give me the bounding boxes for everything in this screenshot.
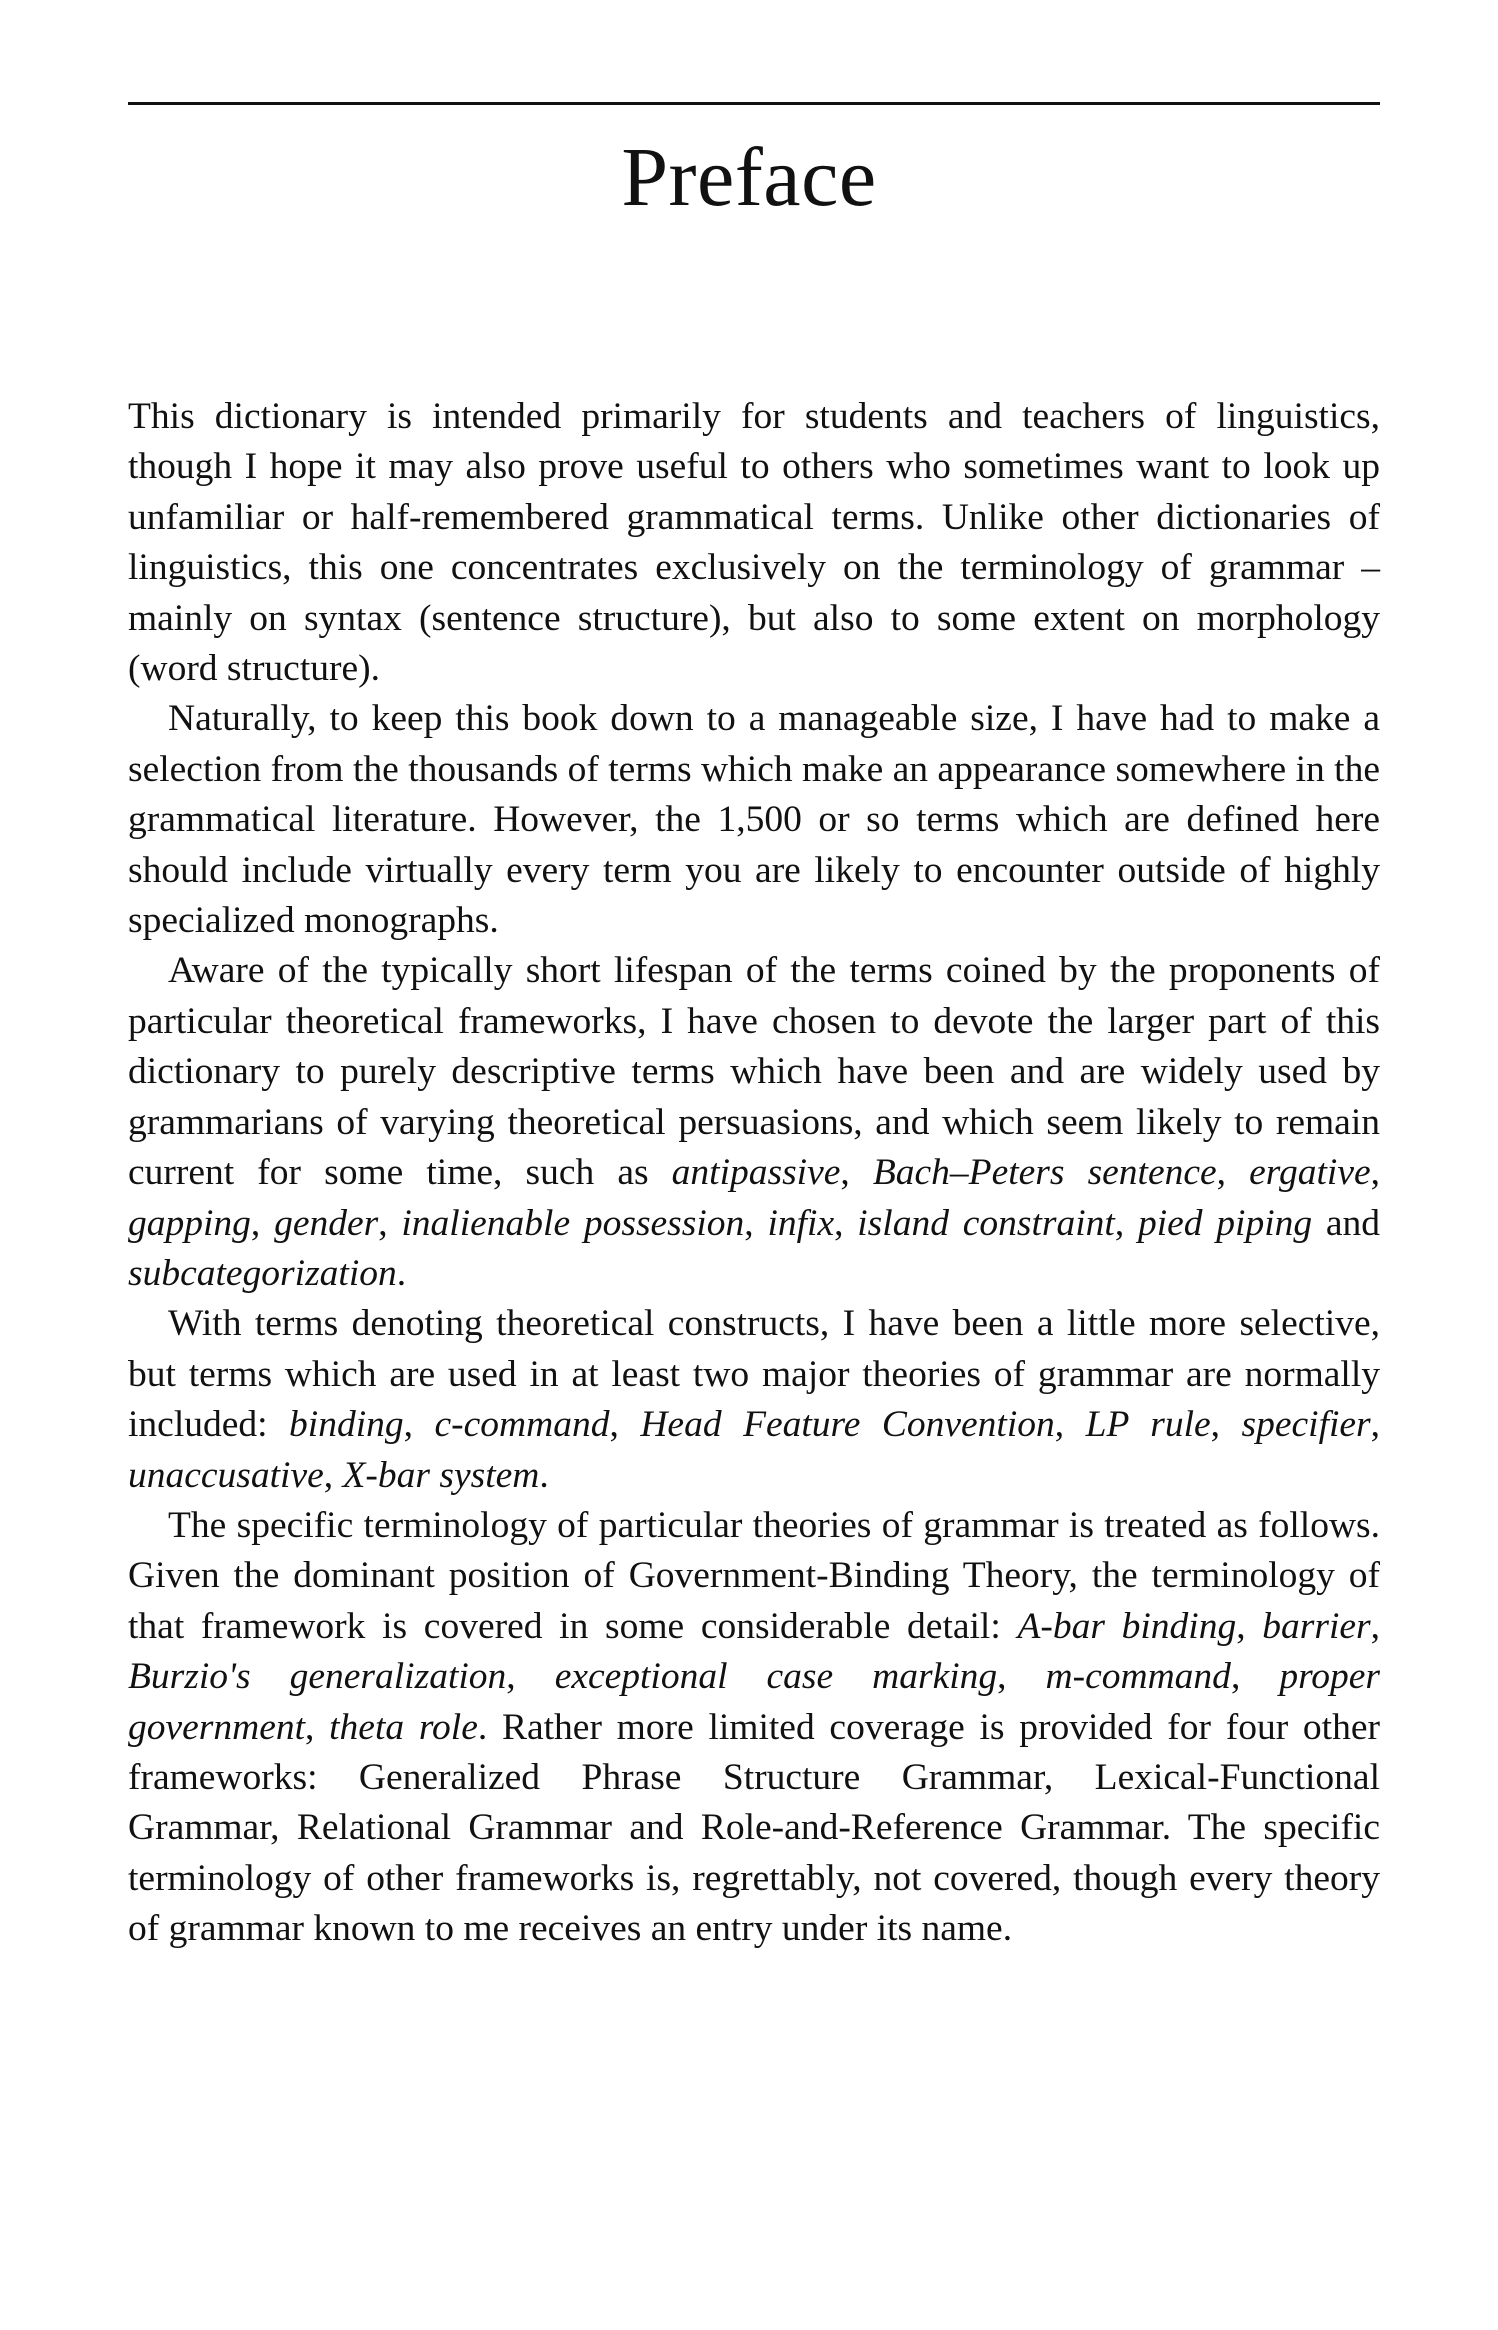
text-run: This dictionary is intended primarily for students and teachers of linguistics, though I hope it may also prove useful to others who sometimes want to look up unfamiliar or half-remembered grammatical terms. Unlike other dictionaries of linguistics, this one concentrates exclusively on the terminology of grammar – mainly on syntax (sentence structure), but also to some extent on morphology (word structure). [128,396,1380,690]
text-run: , [1210,1404,1242,1446]
text-run: , [1216,1152,1250,1194]
italic-term: Bach–Peters sentence [872,1152,1217,1194]
text-run: , [840,1152,873,1194]
paragraph [128,1299,1380,1501]
italic-term: binding [289,1404,404,1446]
italic-term: specifier [1241,1404,1371,1446]
italic-term: gapping [128,1202,251,1244]
text-run: Naturally, to keep this book down to a manageable size, I have had to make a selection from the thousands of terms which make an appearance somewhere in the grammatical literature. However, the 1,500 or so terms which are defined here should include virtually every term you are likely to encounter outside of highly specialized monographs. [128,698,1380,942]
page-title: Preface [621,131,877,224]
text-run: With terms denoting theoretical constructs, I have been a little more selective, but terms which are used in at least two major theories of grammar are normally included: [128,1303,1380,1446]
italic-term: subcategorization [128,1252,397,1294]
paragraph [128,1501,1380,1955]
italic-term: m-command [1045,1656,1231,1698]
italic-term: LP rule [1085,1404,1211,1446]
italic-term: inalienable possession [401,1202,745,1244]
text-run: , [744,1202,768,1244]
italic-term: gender [274,1202,379,1244]
paragraph [128,392,1380,694]
italic-term: exceptional case marking [554,1656,998,1698]
text-run: , [305,1706,330,1748]
italic-term: proper government [128,1656,1381,1748]
text-run: , [250,1202,275,1244]
preface-body [128,392,1380,1955]
italic-term: X-bar system [342,1454,540,1496]
italic-term: antipassive [671,1152,841,1194]
text-run: , [1236,1605,1263,1647]
paragraph [128,694,1380,946]
text-run: and [1312,1202,1381,1244]
text-run: , [378,1202,402,1244]
text-run: , [1370,1404,1381,1446]
top-rule [128,102,1380,105]
text-run: , [1370,1152,1381,1194]
italic-term: infix [767,1202,835,1244]
italic-term: A-bar binding [1017,1605,1237,1647]
italic-term: theta role [329,1706,478,1748]
text-run: , [997,1656,1046,1698]
italic-term: unaccusative [128,1454,324,1496]
text-run: , [1054,1404,1086,1446]
italic-term: c-command [434,1404,610,1446]
italic-term: Head Feature Convention [640,1404,1055,1446]
text-run: The specific terminology of particular theories of grammar is treated as follows. Given the dominant position of Government-Binding Theory, the terminology of that framework is covered in some considerable detail: [128,1504,1380,1647]
text-run: . [539,1454,549,1496]
text-run: , [506,1656,555,1698]
italic-term: Burzio's generalization [128,1656,507,1698]
text-run: . [396,1252,407,1294]
text-run: , [323,1454,343,1496]
text-run: , [834,1202,858,1244]
text-run: , [1114,1202,1138,1244]
text-run: , [1230,1656,1280,1698]
text-run: , [609,1404,641,1446]
italic-term: barrier [1262,1605,1371,1647]
paragraph [128,946,1380,1299]
italic-term: island constraint [857,1202,1115,1244]
italic-term: pied piping [1137,1202,1313,1244]
text-run: , [1370,1605,1380,1647]
italic-term: ergative [1249,1152,1371,1194]
text-run: . Rather more limited coverage is provided for four other frameworks: Generalized Phrase Structure Grammar, Lexical-Functional Grammar, Relational Grammar and Role-and-Reference Grammar. The specific terminology of other frameworks is, regrettably, not covered, though every theory of grammar known to me receives an entry under its name. [128,1706,1380,1950]
text-run: , [403,1404,435,1446]
text-run: Aware of the typically short lifespan of the terms coined by the proponents of particular theoretical frameworks, I have chosen to devote the larger part of this dictionary to purely descriptive terms which have been and are widely used by grammarians of varying theoretical persuasions, and which seem likely to remain current for some time, such as [128,950,1380,1194]
